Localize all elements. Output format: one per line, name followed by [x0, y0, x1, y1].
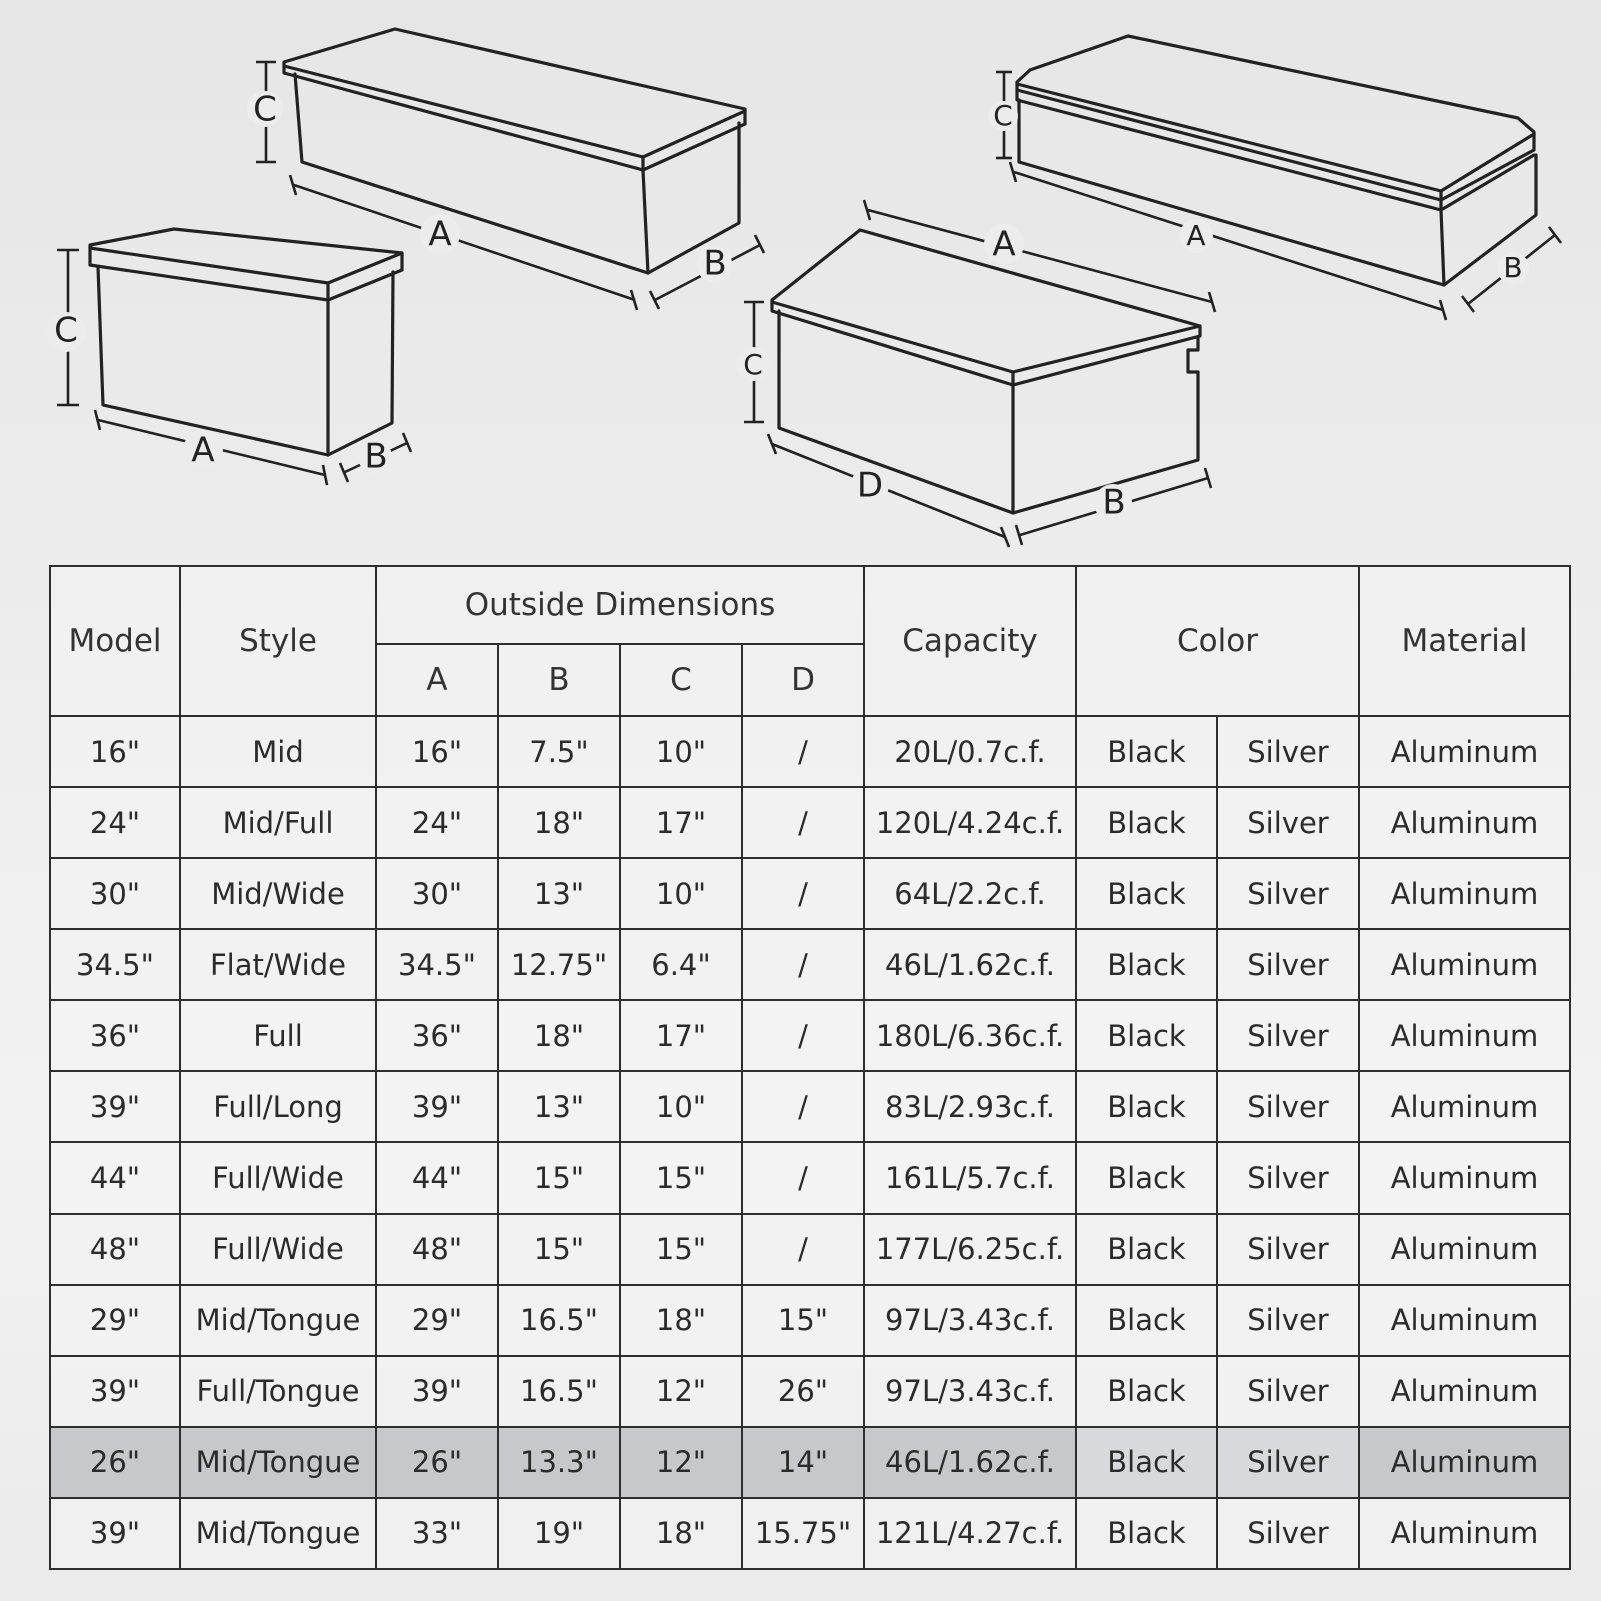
cell-b: 15"	[498, 1142, 620, 1213]
cell-color1: Black	[1076, 716, 1217, 787]
cell-model: 30"	[50, 858, 180, 929]
small-box-label-a: A	[191, 430, 215, 471]
small-box-diagram	[46, 229, 411, 485]
cell-material: Aluminum	[1359, 1498, 1570, 1569]
spec-table	[49, 565, 1571, 1570]
cell-model: 48"	[50, 1214, 180, 1285]
table-row	[50, 1071, 1570, 1142]
cell-b: 7.5"	[498, 716, 620, 787]
cell-b: 15"	[498, 1214, 620, 1285]
cell-color1: Black	[1076, 929, 1217, 1000]
cell-color1: Black	[1076, 1000, 1217, 1071]
cell-model: 36"	[50, 1000, 180, 1071]
cell-material: Aluminum	[1359, 1142, 1570, 1213]
cell-b: 13"	[498, 1071, 620, 1142]
cell-d: /	[742, 1000, 864, 1071]
cell-color2: Silver	[1217, 929, 1359, 1000]
cell-a: 48"	[376, 1214, 498, 1285]
header-model: Model	[50, 566, 180, 716]
cell-c: 12"	[620, 1356, 742, 1427]
cell-b: 16.5"	[498, 1285, 620, 1356]
tongue-box-diagram	[736, 200, 1215, 547]
table-row	[50, 929, 1570, 1000]
cell-capacity: 161L/5.7c.f.	[864, 1142, 1076, 1213]
cell-b: 13.3"	[498, 1427, 620, 1498]
cell-color2: Silver	[1217, 1356, 1359, 1427]
cell-model: 16"	[50, 716, 180, 787]
cell-style: Mid/Tongue	[180, 1427, 376, 1498]
cell-c: 15"	[620, 1214, 742, 1285]
cell-capacity: 46L/1.62c.f.	[864, 929, 1076, 1000]
table-body	[50, 716, 1570, 1569]
long-box-label-a: A	[428, 214, 452, 255]
small-box-label-c: C	[54, 310, 78, 351]
cell-a: 29"	[376, 1285, 498, 1356]
small-box-label-b: B	[364, 436, 388, 477]
cell-d: /	[742, 1214, 864, 1285]
table-row	[50, 1142, 1570, 1213]
cell-material: Aluminum	[1359, 716, 1570, 787]
flat-box-label-b: B	[1503, 251, 1523, 284]
table-row	[50, 1427, 1570, 1498]
table-row	[50, 858, 1570, 929]
cell-color1: Black	[1076, 1356, 1217, 1427]
cell-color1: Black	[1076, 1285, 1217, 1356]
cell-a: 36"	[376, 1000, 498, 1071]
cell-b: 16.5"	[498, 1356, 620, 1427]
cell-material: Aluminum	[1359, 858, 1570, 929]
cell-color2: Silver	[1217, 1214, 1359, 1285]
header-color: Color	[1076, 566, 1359, 716]
cell-model: 44"	[50, 1142, 180, 1213]
table-row	[50, 1285, 1570, 1356]
cell-color1: Black	[1076, 1427, 1217, 1498]
cell-b: 18"	[498, 1000, 620, 1071]
header-dim-a: A	[376, 644, 498, 716]
header-style: Style	[180, 566, 376, 716]
cell-model: 39"	[50, 1498, 180, 1569]
cell-d: 26"	[742, 1356, 864, 1427]
cell-material: Aluminum	[1359, 929, 1570, 1000]
header-dim-d: D	[742, 644, 864, 716]
tongue-box-label-d: D	[856, 465, 884, 506]
cell-style: Full/Wide	[180, 1214, 376, 1285]
cell-a: 39"	[376, 1071, 498, 1142]
cell-style: Mid	[180, 716, 376, 787]
cell-c: 17"	[620, 787, 742, 858]
cell-capacity: 177L/6.25c.f.	[864, 1214, 1076, 1285]
cell-style: Full/Tongue	[180, 1356, 376, 1427]
table-row	[50, 1498, 1570, 1569]
cell-color2: Silver	[1217, 1498, 1359, 1569]
cell-color2: Silver	[1217, 716, 1359, 787]
tongue-box-label-b: B	[1102, 482, 1126, 523]
header-capacity: Capacity	[864, 566, 1076, 716]
cell-c: 17"	[620, 1000, 742, 1071]
cell-style: Mid/Wide	[180, 858, 376, 929]
cell-model: 26"	[50, 1427, 180, 1498]
flat-box-label-c: C	[993, 99, 1013, 132]
cell-style: Mid/Full	[180, 787, 376, 858]
cell-style: Full/Long	[180, 1071, 376, 1142]
cell-color2: Silver	[1217, 1285, 1359, 1356]
cell-b: 12.75"	[498, 929, 620, 1000]
cell-d: /	[742, 858, 864, 929]
cell-d: /	[742, 1071, 864, 1142]
tongue-box-label-a: A	[992, 224, 1016, 265]
cell-c: 10"	[620, 716, 742, 787]
cell-c: 18"	[620, 1285, 742, 1356]
cell-model: 34.5"	[50, 929, 180, 1000]
cell-style: Mid/Tongue	[180, 1498, 376, 1569]
long-box-outline	[284, 29, 745, 273]
cell-b: 18"	[498, 787, 620, 858]
cell-c: 12"	[620, 1427, 742, 1498]
cell-capacity: 46L/1.62c.f.	[864, 1427, 1076, 1498]
cell-material: Aluminum	[1359, 1071, 1570, 1142]
small-box-outline	[90, 229, 402, 455]
cell-model: 39"	[50, 1071, 180, 1142]
cell-a: 44"	[376, 1142, 498, 1213]
cell-style: Full/Wide	[180, 1142, 376, 1213]
table-header	[50, 566, 1570, 716]
cell-material: Aluminum	[1359, 1427, 1570, 1498]
dimension-diagrams	[0, 0, 1601, 560]
cell-color1: Black	[1076, 1214, 1217, 1285]
cell-color1: Black	[1076, 787, 1217, 858]
cell-a: 26"	[376, 1427, 498, 1498]
cell-color2: Silver	[1217, 858, 1359, 929]
cell-color1: Black	[1076, 1498, 1217, 1569]
cell-material: Aluminum	[1359, 787, 1570, 858]
cell-capacity: 120L/4.24c.f.	[864, 787, 1076, 858]
cell-color2: Silver	[1217, 1071, 1359, 1142]
cell-color1: Black	[1076, 1142, 1217, 1213]
cell-c: 10"	[620, 1071, 742, 1142]
long-box-dimension-lines	[256, 62, 764, 310]
cell-d: /	[742, 929, 864, 1000]
tongue-box-label-c: C	[743, 348, 763, 381]
table-row	[50, 1000, 1570, 1071]
cell-capacity: 97L/3.43c.f.	[864, 1285, 1076, 1356]
table-row	[50, 1214, 1570, 1285]
cell-d: /	[742, 716, 864, 787]
long-box-label-b: B	[703, 243, 727, 284]
cell-material: Aluminum	[1359, 1285, 1570, 1356]
header-outside-dimensions: Outside Dimensions	[376, 566, 864, 644]
cell-capacity: 97L/3.43c.f.	[864, 1356, 1076, 1427]
table-row	[50, 787, 1570, 858]
cell-c: 18"	[620, 1498, 742, 1569]
flat-box-outline	[1017, 36, 1536, 285]
long-box-label-c: C	[253, 89, 277, 130]
cell-d: /	[742, 1142, 864, 1213]
table-row	[50, 1356, 1570, 1427]
cell-color1: Black	[1076, 1071, 1217, 1142]
cell-style: Full	[180, 1000, 376, 1071]
cell-style: Flat/Wide	[180, 929, 376, 1000]
header-dim-c: C	[620, 644, 742, 716]
cell-material: Aluminum	[1359, 1356, 1570, 1427]
cell-color2: Silver	[1217, 787, 1359, 858]
cell-a: 33"	[376, 1498, 498, 1569]
cell-color2: Silver	[1217, 1427, 1359, 1498]
cell-model: 39"	[50, 1356, 180, 1427]
cell-d: 15"	[742, 1285, 864, 1356]
cell-d: 15.75"	[742, 1498, 864, 1569]
cell-color2: Silver	[1217, 1000, 1359, 1071]
cell-c: 6.4"	[620, 929, 742, 1000]
cell-color1: Black	[1076, 858, 1217, 929]
cell-d: /	[742, 787, 864, 858]
cell-a: 16"	[376, 716, 498, 787]
long-box-diagram	[247, 29, 764, 310]
cell-color2: Silver	[1217, 1142, 1359, 1213]
cell-a: 30"	[376, 858, 498, 929]
flat-box-diagram	[988, 36, 1561, 320]
cell-model: 29"	[50, 1285, 180, 1356]
cell-b: 19"	[498, 1498, 620, 1569]
cell-d: 14"	[742, 1427, 864, 1498]
cell-capacity: 83L/2.93c.f.	[864, 1071, 1076, 1142]
cell-style: Mid/Tongue	[180, 1285, 376, 1356]
cell-capacity: 20L/0.7c.f.	[864, 716, 1076, 787]
cell-model: 24"	[50, 787, 180, 858]
cell-a: 24"	[376, 787, 498, 858]
cell-b: 13"	[498, 858, 620, 929]
cell-capacity: 180L/6.36c.f.	[864, 1000, 1076, 1071]
cell-a: 39"	[376, 1356, 498, 1427]
cell-c: 10"	[620, 858, 742, 929]
table-row	[50, 716, 1570, 787]
cell-capacity: 64L/2.2c.f.	[864, 858, 1076, 929]
cell-material: Aluminum	[1359, 1214, 1570, 1285]
cell-material: Aluminum	[1359, 1000, 1570, 1071]
cell-c: 15"	[620, 1142, 742, 1213]
cell-capacity: 121L/4.27c.f.	[864, 1498, 1076, 1569]
header-dim-b: B	[498, 644, 620, 716]
flat-box-label-a: A	[1186, 219, 1206, 252]
cell-a: 34.5"	[376, 929, 498, 1000]
header-material: Material	[1359, 566, 1570, 716]
